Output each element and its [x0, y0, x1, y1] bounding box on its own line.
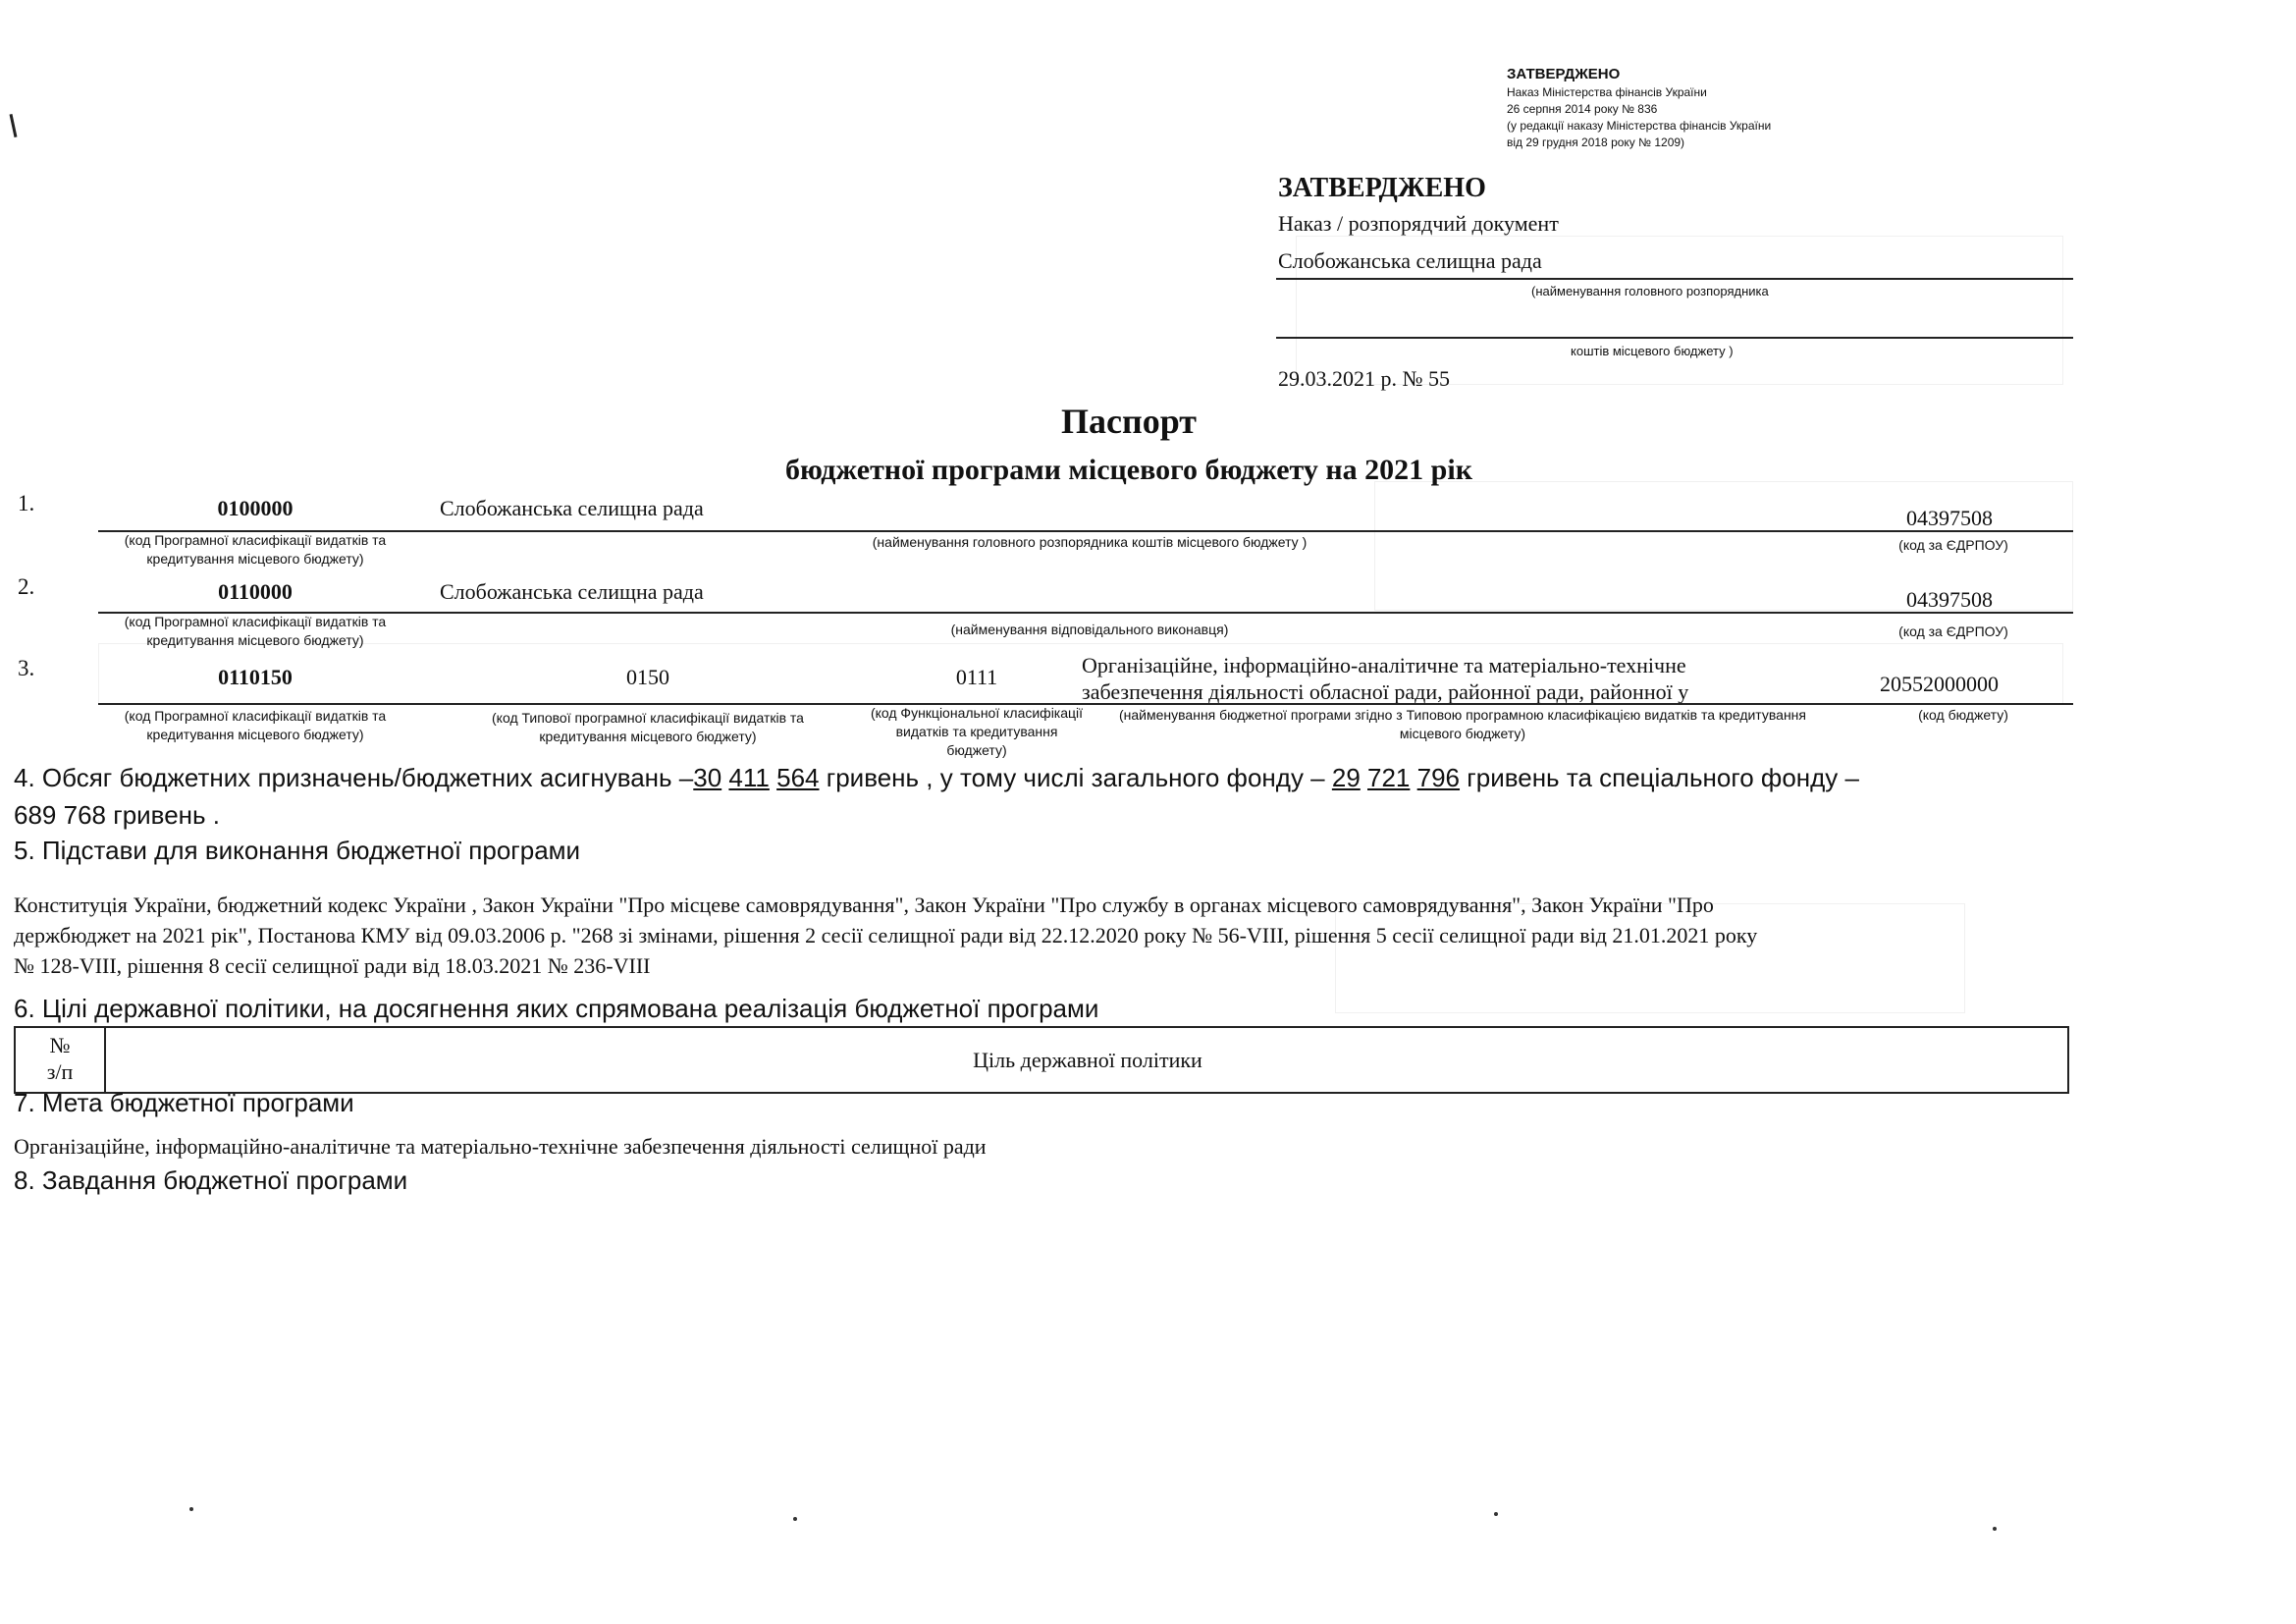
row2-edrpou: 04397508: [1906, 587, 1993, 612]
approval-top-title: ЗАТВЕРДЖЕНО: [1507, 66, 1621, 82]
row3-program-name: [1082, 652, 1838, 703]
approval-org-underline: [1276, 278, 2073, 280]
section4-general-b: 721: [1367, 763, 1411, 792]
goals-table-header-num: [16, 1032, 104, 1085]
section7-text: Організаційне, інформаційно-аналітичне та матеріально-технічне забезпечення діяльності селищної ради: [14, 1134, 987, 1159]
row3-func-code: 0111: [955, 665, 998, 689]
section4-total-a: 30: [693, 763, 722, 792]
row1-edrpou-caption: (код за ЄДРПОУ): [1898, 537, 2008, 553]
section4-special: 689 768 гривень .: [14, 800, 221, 830]
row3-code: 0110150: [218, 665, 293, 689]
row2-name-caption: (найменування відповідального виконавця): [950, 622, 1229, 637]
row1-name: Слобожанська селищна рада: [440, 496, 704, 520]
row3-name-caption: (найменування бюджетної програми згідно з Типовою програмною класифікацією видатків та кредитування місцевого бюджету): [1119, 707, 1806, 741]
section4-total-b: 411: [728, 763, 770, 792]
approval-stamp-top: [1507, 65, 1919, 151]
page-subtitle: бюджетної програми місцевого бюджету на 2021 рік: [785, 454, 1472, 486]
scan-dot: [189, 1507, 193, 1511]
section4-general-a: 29: [1331, 763, 1361, 792]
section8-title: 8. Завдання бюджетної програми: [14, 1165, 408, 1195]
row1-name-caption: (найменування головного розпорядника коштів місцевого бюджету ): [872, 534, 1308, 550]
approval-main-title: ЗАТВЕРДЖЕНО: [1278, 173, 1486, 203]
goals-col-num2: з/п: [46, 1059, 74, 1084]
section4-total-c: 564: [776, 763, 820, 792]
row3-budget-caption: (код бюджету): [1918, 707, 2008, 723]
approval-org-caption: (найменування головного розпорядника: [1531, 284, 1769, 298]
row2-name: Слобожанська селищна рада: [440, 579, 704, 604]
section7-title: 7. Мета бюджетної програми: [14, 1088, 354, 1117]
section4-general-c: 796: [1416, 763, 1461, 792]
row2-code: 0110000: [218, 579, 293, 604]
approval-top-line3: (у редакції наказу Міністерства фінансів України: [1507, 119, 1772, 133]
section5-title: 5. Підстави для виконання бюджетної програми: [14, 836, 581, 865]
row3-typical-code: 0150: [626, 665, 669, 689]
scan-dot: [1494, 1512, 1498, 1516]
page-title: Паспорт: [1061, 402, 1197, 441]
approval-date-number: 29.03.2021 р. № 55: [1278, 366, 1450, 391]
section5-body: [14, 890, 2075, 981]
goals-col-num: №: [49, 1033, 71, 1057]
scan-mark: [10, 114, 18, 137]
section5-line3: № 128-VIII, рішення 8 сесії селищної ради від 18.03.2021 № 236-VIII: [14, 953, 651, 978]
row3-number: 3.: [18, 656, 35, 680]
goals-table-header-goal: Ціль державної політики: [973, 1048, 1202, 1072]
row3-code-caption: (код Програмної класифікації видатків та кредитування місцевого бюджету): [124, 708, 387, 742]
section4-mid2: гривень та спеціального фонду –: [1460, 763, 1859, 792]
row3-func-caption: (код Функціональної класифікації видатків та кредитування бюджету): [870, 705, 1084, 758]
section6-title: 6. Цілі державної політики, на досягнення яких спрямована реалізація бюджетної програми: [14, 994, 1099, 1023]
section4-mid: гривень , у тому числі загального фонду –: [819, 763, 1332, 792]
section5-line1: Конституція України, бюджетний кодекс України , Закон України "Про місцеве самоврядування", Закон України "Про службу в органах місцевого самоврядування", Закон України "Про: [14, 893, 1714, 917]
goals-table: [14, 1026, 2069, 1094]
row3-program-name-line1: Організаційне, інформаційно-аналітичне та матеріально-технічне: [1082, 653, 1686, 677]
section5-line2: держбюджет на 2021 рік", Постанова КМУ від 09.03.2006 р. "268 зі змінами, рішення 2 сесії селищної ради від 22.12.2020 року № 56-VIII, рішення 5 сесії селищної ради від 21.01.2021 року: [14, 923, 1758, 947]
row1-number: 1.: [18, 491, 35, 515]
row1-edrpou: 04397508: [1906, 506, 1993, 530]
section4-text: [14, 759, 2075, 834]
row2-edrpou-caption: (код за ЄДРПОУ): [1898, 623, 2008, 639]
row3-typical-caption: (код Типової програмної класифікації видатків та кредитування місцевого бюджету): [492, 710, 804, 744]
approval-top-line2: 26 серпня 2014 року № 836: [1507, 102, 1658, 116]
row2-number: 2.: [18, 574, 35, 599]
row3-budget-code: 20552000000: [1880, 672, 1999, 696]
section4-prefix: 4. Обсяг бюджетних призначень/бюджетних асигнувань –: [14, 763, 694, 792]
scan-dot: [1993, 1527, 1997, 1531]
row1-code-caption: (код Програмної класифікації видатків та кредитування місцевого бюджету): [124, 532, 387, 567]
approval-funds-line: [1276, 337, 2073, 339]
approval-top-line1: Наказ Міністерства фінансів України: [1507, 85, 1707, 99]
approval-doc-type: Наказ / розпорядчий документ: [1278, 211, 1559, 236]
approval-top-line4: від 29 грудня 2018 року № 1209): [1507, 135, 1685, 149]
row3-program-name-line2: забезпечення діяльності обласної ради, районної ради, районної у: [1082, 679, 1689, 703]
row2-code-caption: (код Програмної класифікації видатків та кредитування місцевого бюджету): [124, 614, 387, 648]
row1-code: 0100000: [217, 496, 294, 520]
approval-org: Слобожанська селищна рада: [1278, 248, 1542, 273]
scan-dot: [793, 1517, 797, 1521]
approval-funds-caption: коштів місцевого бюджету ): [1571, 344, 1734, 358]
